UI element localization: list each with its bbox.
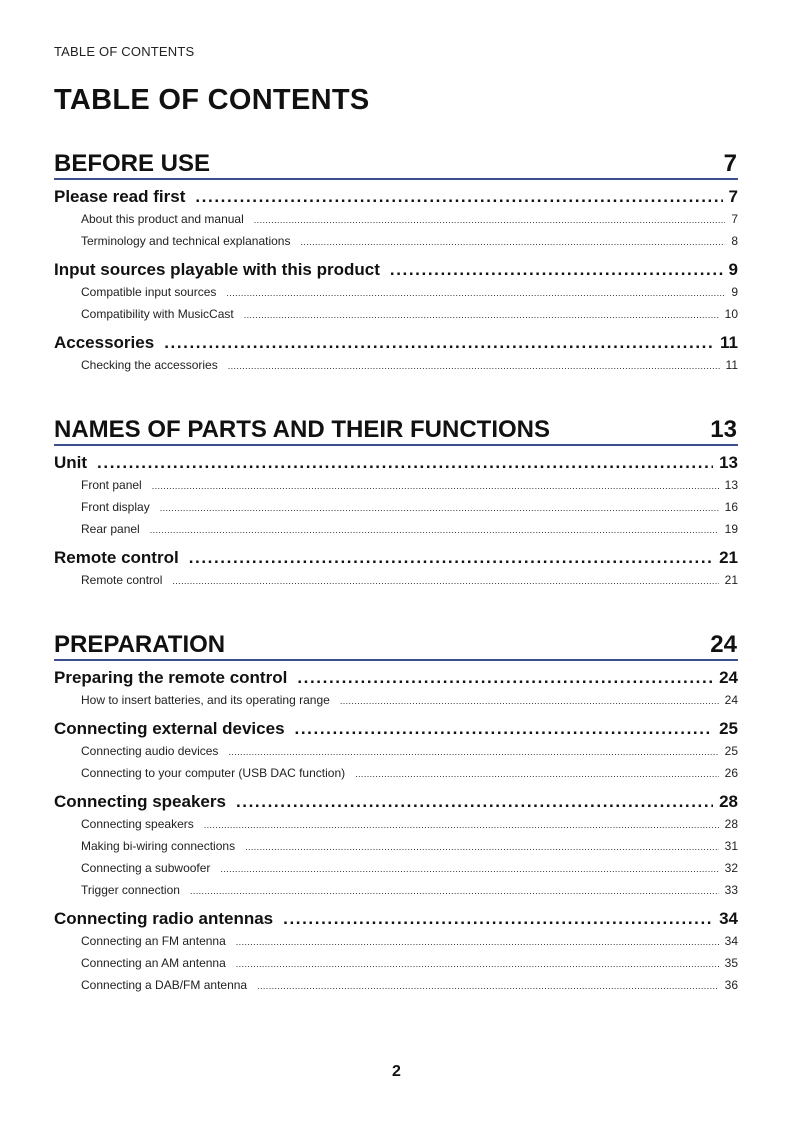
page-number: 2	[392, 1063, 401, 1080]
subsection-page: 28	[724, 817, 738, 831]
dot-leader	[244, 307, 719, 321]
section-page: 25	[719, 719, 738, 738]
toc-subsection-entry[interactable]	[54, 766, 738, 784]
subsection-title: How to insert batteries, and its operating range	[81, 693, 330, 707]
chapter-heading[interactable]	[54, 140, 738, 180]
chapter-heading[interactable]	[54, 406, 738, 446]
subsection-page: 13	[724, 478, 738, 492]
toc-section-entry[interactable]	[54, 719, 738, 741]
toc-subsection-entry[interactable]	[54, 358, 738, 376]
subsection-title: Connecting a DAB/FM antenna	[81, 978, 248, 992]
section-title: Input sources playable with this product	[54, 260, 380, 279]
section-page: 24	[719, 668, 738, 687]
subsection-page: 35	[724, 956, 738, 970]
subsection-title: Front display	[81, 500, 150, 514]
subsection-title: Connecting an AM antenna	[81, 956, 226, 970]
dot-leader	[150, 522, 719, 536]
subsection-page: 10	[724, 307, 738, 321]
section-page: 28	[719, 792, 738, 811]
subsection-title: Remote control	[81, 573, 163, 587]
dot-leader	[297, 668, 713, 688]
table-of-contents	[54, 140, 738, 996]
subsection-title: Front panel	[81, 478, 142, 492]
section-page: 7	[728, 187, 738, 206]
subsection-page: 16	[724, 500, 738, 514]
subsection-title: Connecting an FM antenna	[81, 934, 226, 948]
subsection-title: Trigger connection	[81, 883, 180, 897]
toc-subsection-entry[interactable]	[54, 478, 738, 496]
subsection-page: 26	[724, 766, 738, 780]
section-page: 11	[720, 333, 738, 352]
dot-leader	[283, 909, 713, 929]
section-title: Unit	[54, 453, 88, 472]
page-title: TABLE OF CONTENTS	[54, 84, 370, 116]
subsection-page: 9	[731, 285, 738, 299]
running-header: TABLE OF CONTENTS	[54, 44, 195, 59]
subsection-title: About this product and manual	[81, 212, 244, 226]
section-title: Preparing the remote control	[54, 668, 288, 687]
dot-leader	[152, 478, 719, 492]
chapter-title: BEFORE USE	[54, 150, 211, 177]
dot-leader	[355, 766, 719, 780]
dot-leader	[390, 260, 723, 280]
subsection-page: 24	[724, 693, 738, 707]
subsection-page: 8	[731, 234, 738, 248]
dot-leader	[245, 839, 719, 853]
dot-leader	[236, 956, 719, 970]
subsection-title: Rear panel	[81, 522, 140, 536]
dot-leader	[228, 358, 720, 372]
toc-section-entry[interactable]	[54, 548, 738, 570]
section-page: 13	[719, 453, 738, 472]
subsection-page: 25	[724, 744, 738, 758]
toc-section-entry[interactable]	[54, 260, 738, 282]
dot-leader	[236, 934, 719, 948]
chapter-title: PREPARATION	[54, 631, 226, 658]
toc-section-entry[interactable]	[54, 792, 738, 814]
section-page: 34	[719, 909, 738, 928]
dot-leader	[189, 548, 713, 568]
subsection-page: 33	[724, 883, 738, 897]
subsection-title: Connecting a subwoofer	[81, 861, 211, 875]
section-title: Remote control	[54, 548, 179, 567]
chapter-heading[interactable]	[54, 621, 738, 661]
section-page: 9	[728, 260, 738, 279]
subsection-title: Terminology and technical explanations	[81, 234, 291, 248]
toc-subsection-entry[interactable]	[54, 234, 738, 252]
dot-leader	[300, 234, 725, 248]
toc-subsection-entry[interactable]	[54, 883, 738, 901]
chapter-page: 24	[710, 631, 737, 658]
subsection-page: 21	[724, 573, 738, 587]
toc-section-entry[interactable]	[54, 187, 738, 209]
section-title: Connecting external devices	[54, 719, 285, 738]
dot-leader	[204, 817, 719, 831]
chapter-title: NAMES OF PARTS AND THEIR FUNCTIONS	[54, 416, 550, 443]
subsection-page: 7	[731, 212, 738, 226]
dot-leader	[228, 744, 718, 758]
subsection-page: 36	[724, 978, 738, 992]
subsection-title: Connecting to your computer (USB DAC function)	[81, 766, 346, 780]
toc-subsection-entry[interactable]	[54, 500, 738, 518]
toc-subsection-entry[interactable]	[54, 978, 738, 996]
subsection-title: Checking the accessories	[81, 358, 218, 372]
subsection-title: Making bi-wiring connections	[81, 839, 236, 853]
dot-leader	[236, 792, 713, 812]
dot-leader	[97, 453, 713, 473]
section-title: Connecting radio antennas	[54, 909, 274, 928]
toc-subsection-entry[interactable]	[54, 522, 738, 540]
subsection-page: 32	[724, 861, 738, 875]
toc-subsection-entry[interactable]	[54, 839, 738, 857]
toc-subsection-entry[interactable]	[54, 573, 738, 591]
chapter-page: 7	[723, 150, 737, 177]
subsection-page: 34	[724, 934, 738, 948]
section-page: 21	[719, 548, 738, 567]
dot-leader	[226, 285, 725, 299]
section-title: Accessories	[54, 333, 155, 352]
toc-subsection-entry[interactable]	[54, 817, 738, 835]
toc-section-entry[interactable]	[54, 333, 738, 355]
subsection-title: Connecting audio devices	[81, 744, 219, 758]
toc-subsection-entry[interactable]	[54, 956, 738, 974]
dot-leader	[164, 333, 714, 353]
toc-subsection-entry[interactable]	[54, 307, 738, 325]
dot-leader	[254, 212, 726, 226]
chapter-page: 13	[710, 416, 737, 443]
dot-leader	[340, 693, 719, 707]
dot-leader	[172, 573, 718, 587]
dot-leader	[190, 883, 719, 897]
toc-section-entry[interactable]	[54, 453, 738, 475]
toc-section-entry[interactable]	[54, 909, 738, 931]
subsection-title: Compatible input sources	[81, 285, 217, 299]
subsection-page: 31	[724, 839, 738, 853]
dot-leader	[195, 187, 722, 207]
dot-leader	[220, 861, 718, 875]
subsection-title: Compatibility with MusicCast	[81, 307, 234, 321]
section-title: Please read first	[54, 187, 186, 206]
subsection-page: 11	[725, 358, 738, 372]
toc-subsection-entry[interactable]	[54, 285, 738, 303]
section-title: Connecting speakers	[54, 792, 226, 811]
toc-subsection-entry[interactable]	[54, 693, 738, 711]
subsection-title: Connecting speakers	[81, 817, 194, 831]
subsection-page: 19	[724, 522, 738, 536]
dot-leader	[295, 719, 714, 739]
toc-subsection-entry[interactable]	[54, 744, 738, 762]
toc-subsection-entry[interactable]	[54, 861, 738, 879]
toc-subsection-entry[interactable]	[54, 934, 738, 952]
toc-section-entry[interactable]	[54, 668, 738, 690]
toc-subsection-entry[interactable]	[54, 212, 738, 230]
dot-leader	[257, 978, 719, 992]
dot-leader	[160, 500, 719, 514]
